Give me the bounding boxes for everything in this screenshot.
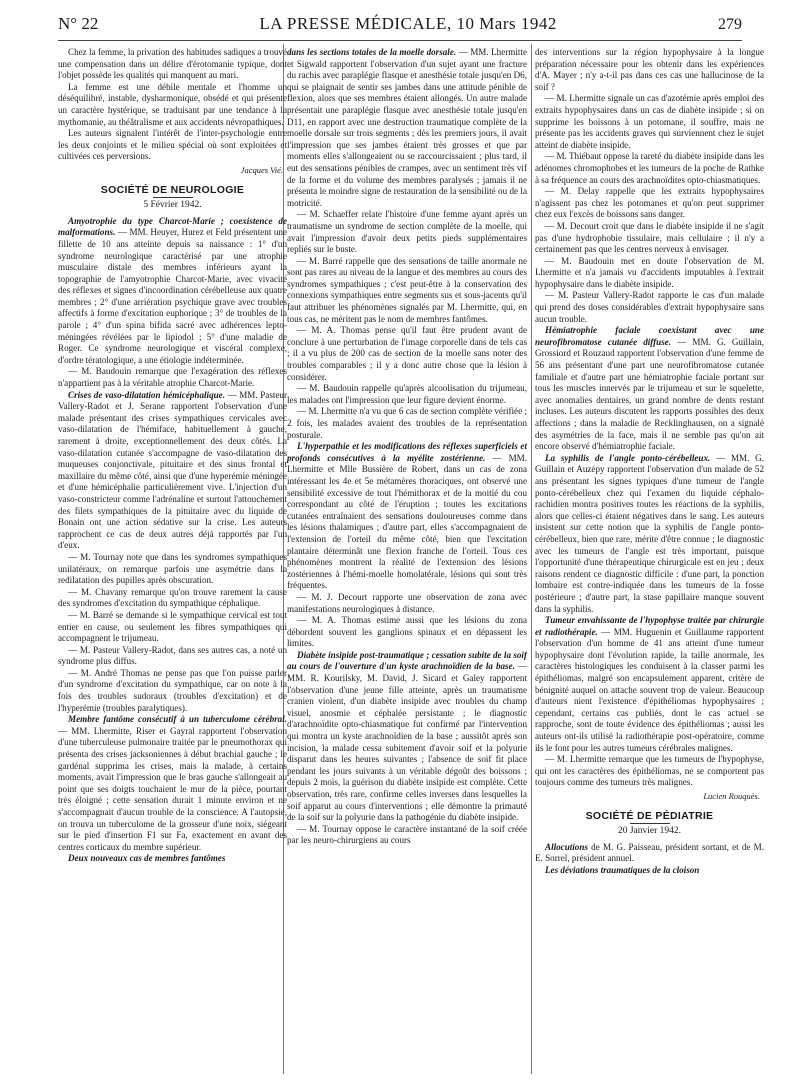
article-entry <box>58 390 287 552</box>
article-title: Les déviations traumatiques de la cloison <box>545 864 700 875</box>
paragraph: — M. Schaeffer relate l'histoire d'une femme ayant après un traumatisme un syndrome de section complète de la moelle, qui avait l'impression d'avoir deux petits pieds supplémentaires repliés sur le buste. <box>287 209 527 255</box>
session-date: 5 Février 1942. <box>143 200 202 211</box>
paragraph: — M. Delay rappelle que les extraits hypophysaires n'agissent pas chez les potomanes et qu'on peut supprimer chez eux l'excès de boissons sans danger. <box>535 186 764 220</box>
issue-number: N° 22 <box>58 14 99 33</box>
article-entry <box>58 853 287 865</box>
paragraph: — M. Thiébaut oppose la rareté du diabète insipide dans les adénomes chromophobes et les tumeurs de la poche de Rathke à sa fréquence au cours des arachnoïdites opto-chiasmatiques. <box>535 151 764 185</box>
paragraph: Les auteurs signalent l'intérêt de l'inter-psychologie entre les deux conjoints et le milieu spécial où sont exploitées et cultivées ces perversions. <box>58 128 287 162</box>
paragraph: — M. A. Thomas estime aussi que les lésions du zona débordent souvent les ganglions spinaux et en dépassent les limites. <box>287 615 527 649</box>
author-signature: Jacques Vié. <box>240 164 283 175</box>
article-entry <box>287 650 527 824</box>
article-title: Deux nouveaux cas de membres fantômes <box>68 853 226 864</box>
page-number: 279 <box>717 16 742 33</box>
column-3 <box>535 47 764 1076</box>
article-title: dans les sections totales de la moelle dorsale. <box>287 47 457 57</box>
article-title: La syphilis de l'angle ponto-cérébelleux. <box>545 452 711 463</box>
paragraph: — M. A. Thomas pense qu'il faut être prudent avant de conclure à une perturbation de l'image corporelle dans de tels cas ; il a vu plus de 200 cas de section de la moelle sans noter des troubles comparables ; il y a donc autre chose que la lésion à considérer. <box>287 325 527 382</box>
column-divider <box>531 44 532 1074</box>
article-entry <box>535 615 764 754</box>
article-title: Allocutions <box>545 841 588 852</box>
article-title: Membre fantôme consécutif à un tuberculome cérébral. <box>68 714 287 725</box>
paragraph: — M. Decourt croit que dans le diabète insipide il ne s'agit pas d'une hydrophobie tissulaire, mais cellulaire ; il n'y a certainement pas que les centres nerveux à envisager. <box>535 220 764 255</box>
article-body: — MM. Lhermitte, Riser et Gayral rapportent l'observation d'une tuberculeuse pulmonaire traitée par le pneumothorax qui présenta des crises jacksoniennes à début brachial gauche ; le gardénal supprima les crises, mais la malade, à certains moments, avait l'impression que le bras gauche s'allongeait au point que ses doigts touchaient le mur de la pièce, pourtant très éloigné ; cette sensation durait 1 minute environ et ne s'accompagnait d'aucun trouble de la conscience. A l'autopsie, on trouva un tuberculome de la grosseur d'une noix, siégeant sur le pied d'insertion F1 sur Fa, exactement en avant des centres corticaux du membre supérieur. <box>58 725 287 852</box>
section-heading: SOCIÉTÉ DE PÉDIATRIE <box>585 809 714 822</box>
paragraph: — M. Pasteur Vallery-Radot, dans ses autres cas, a noté un syndrome plus diffus. <box>58 644 287 667</box>
article-title: Amyotrophie du type Charcot-Marie ; coexistence de malformations. <box>58 215 287 238</box>
article-title: L'hyperpathie et les modifications des réflexes superficiels et profonds consécutives à la myélite zostérienne. <box>287 441 527 463</box>
article-entry <box>535 325 764 453</box>
article-body: — MM. Pasteur Vallery-Radot et J. Serane rapportent l'observation d'une malade présentant des crises sympathiques cervicales avec vaso-dilatation de l'hémiface, habituellement à gauche, rarement à droite, exceptionnellement des deux côtés. La vaso-dilatation cutanée s'accompagne de vaso-dilatation des muqueuses conjonctivale, pituitaire et des sinus frontal et maxillaire du même côté, ainsi que d'une hyperémie méningée et d'une hémicéphalie particulièrement vive. L'injection d'un vaso-constricteur comme l'adrénaline et surtout l'attouchement des filets sympathiques de la pituitaire avec du liquide de Bonain ont une action sédative sur la crise. Les auteurs rapprochent ce cas de deux autres déjà rapportés par l'un d'eux. <box>58 389 287 551</box>
journal-title: LA PRESSE MÉDICALE, 10 Mars 1942 <box>259 14 557 33</box>
paragraph: — M. Lhermitte remarque que les tumeurs de l'hypophyse, qui ont les caractères des épithéliomas, ne se comportent pas toujours comme des tumeurs très malignes. <box>535 754 764 788</box>
paragraph: des interventions sur la région hypophysaire à la longue préparation nécessaire pour les obtenir dans les expériences d'A. Mayer ; n'y a-t-il pas dans ces cas une hallucinose de la soif ? <box>535 47 764 92</box>
paragraph: — M. Baudouin met en doute l'observation de M. Lhermitte et n'a jamais vu d'accidents imputables à l'extrait hypophysaire dans le diabète insipide. <box>535 255 764 289</box>
article-entry <box>535 842 764 865</box>
article-body: — MM. G. Guillain, Grossiord et Rouzaud rapportent l'observation d'une femme de 56 ans présentant d'une part une neurofibromatose cutanée familiale et d'autre part une hémiatrophie faciale portant sur tous les muscles innervés par le trijumeau et sur le squelette, avec anomalies dentaires, un grand nombre de dents restant incluses. Les auteurs discutent les rapports possibles des deux affections ; dans la maladie de Recklinghausen, on a signalé des asymétries de la face, mais il ne semble pas qu'on ait encore observé d'hémiatrophie faciale. <box>535 336 764 452</box>
article-body: — MM. Lhermitte et Sigwald rapportent l'observation d'un sujet ayant une fracture du rachis avec paraplégie flasque et anesthésie totale jusqu'en D6, qui se plaignait de sentir ses jambes dans une attitude pénible de flexion, alors que ses membres étaient allongés. Un autre malade présentait une paraplégie flasque avec anesthésie totale jusqu'en D11, en rapport avec une destruction traumatique complète de la moelle dorsale sur trois segments ; dès les premiers jours, il avait l'impression que ses jambes étaient très grosses et que par moments elles s'allongeaient ou se raccourcissaient ; plus tard, il eut des sensations pénibles de crampes, avec un sentiment très vif de la forme et du volume des membres paralysés ; jamais il ne présenta le moindre signe de restauration de la sensibilité ou de la motricité. <box>287 47 527 208</box>
article-entry <box>287 47 527 209</box>
column-2 <box>287 47 527 1076</box>
paragraph: — M. Tournay note que dans les syndromes sympathiques unilatéraux, on remarque parfois une asymétrie dans la redilatation des pupilles après obscuration. <box>58 551 287 586</box>
paragraph: — M. Chavany remarque qu'on trouve rarement la cause des syndromes d'excitation du sympathique céphalique. <box>58 586 287 609</box>
article-body: — MM. Lhermitte et Mlle Bussière de Robert, dans un cas de zona intéressant les 4e et 5e métamères thoraciques, ont observé une sensibilité excessive de tout l'hémithorax et de la moitié du cou correspondant au côté de l'éruption ; toutes les excitations cutanées entraînaient des sensations douloureuses comme dans les lésions thalamiques ; d'autre part, elles s'accompagnaient de l'extension de l'orteil du même côté, bien que l'excitation plantaire déterminât une flexion franche de l'orteil. Tous ces phénomènes montrent la réalité de l'extension des lésions zostériennes à l'hémi-moelle homolatérale, lésions qui sont très fréquentes. <box>287 452 527 591</box>
article-title: Tumeur envahissante de l'hypophyse traitée par chirurgie et radiothérapie. <box>535 615 764 637</box>
article-body: — MM. Huguenin et Guillaume rapportent l'observation d'un homme de 41 ans atteint d'une tumeur hypophysaire dont l'évolution rapide, la taille anormale, les caractères histologiques les conduisent à la classer parmi les épithéliomas, malgré son encapsulement apparent, critère de bénignité auquel on attache souvent trop de valeur. Beaucoup d'auteurs nient l'existence d'épithéliomas hypophysaires ; cependant, certains cas publiés, dont le cas actuel se rapproche, sont de toute évidence des épithéliomas ; aussi les auteurs ont-ils utilisé la radiothérapie post-opératoire, comme ils le font pour les autres tumeurs cérébrales malignes. <box>535 626 764 753</box>
paragraph: La femme est une débile mentale et l'homme un déséquilibré, instable, dysharmonique, obsédé et qui présente un caractère hystérique, se traduisant par une tendance à la mythomanie, au théâtralisme et aux accidents névropathiques. <box>58 81 287 127</box>
header-rule <box>58 40 742 41</box>
paragraph: — M. Pasteur Vallery-Radot rapporte le cas d'un malade qui prend des doses considérables d'extrait hypophysaire sans aucun trouble. <box>535 290 764 324</box>
paragraph: — M. Baudouin rappelle qu'après alcoolisation du trijumeau, les malades ont l'impression que leur figure devient énorme. <box>287 383 527 405</box>
paragraph: — M. André Thomas ne pense pas que l'on puisse parler d'un syndrome d'excitation du sympathique, car on note à la fois des troubles sudoraux (troubles d'excitation) et de l'hyperémie (troubles paralytiques). <box>58 667 287 713</box>
paragraph: — M. Lhermitte signale un cas d'azotémie après emploi des extraits hypophysaires dans un cas de diabète insipide ; si on supprime les boissons à un potomane, il souffre, mais ne présente pas les accidents graves qui surviennent chez le sujet atteint de diabète insipide. <box>535 93 764 150</box>
article-title: Diabète insipide post-traumatique ; cessation subite de la soif au cours de l'ouverture d'un kyste arachnoïdien de la base. <box>287 649 527 672</box>
article-body: — MM. R. Kourilsky, M. David, J. Sicard et Galey rapportent l'observation d'une jeune fille atteinte, après un traumatisme cranien violent, d'un diabète insipide avec troubles du champ visuel, anosmie et céphalée persistante ; le diagnostic d'arachnoïdite opto-chiasmatique fut confirmé par l'intervention qui montra un kyste arachnoïdien de la base ; aussitôt après son incision, la malade cessa subitement d'avoir soif et la polyurie disparut dans les heures suivantes ; l'absence de soif fit place pendant les jours suivants à un véritable dégoût des boissons ; depuis 2 mois, la guérison du diabète insipide est complète. Cette observation, très rare, confirme celles inverses dans lesquelles la soif apparut au cours d'interventions ; elle démontre la primauté de la soif sur la polyurie dans la pathogénie du diabète insipide. <box>287 661 527 823</box>
paragraph: — M. J. Decourt rapporte une observation de zona avec manifestations neurologiques à distance. <box>287 591 527 614</box>
section-rule <box>630 823 670 824</box>
session-date: 20 Janvier 1942. <box>617 826 682 837</box>
page-header <box>58 14 742 40</box>
paragraph: Chez la femme, la privation des habitudes sadiques a trouvé une compensation dans un délire d'érotomanie typique, dont l'objet possède les qualités qui manquent au mari. <box>58 47 287 81</box>
section-heading: SOCIÉTÉ DE NEUROLOGIE <box>100 183 245 196</box>
paragraph: — M. Tournay oppose le caractère instantané de la soif créée par les neuro-chirurgiens au cours <box>287 823 527 846</box>
section-rule <box>153 197 193 198</box>
article-body: de M. G. Paisseau, président sortant, et de M. E. Sorrel, président annuel. <box>535 841 764 864</box>
column-1 <box>58 47 287 1076</box>
article-entry <box>58 216 287 367</box>
paragraph: — M. Lhermitte n'a vu que 6 cas de section complète vérifiée ; 2 fois, les malades avaient des troubles de la représentation posturale. <box>287 406 527 440</box>
paragraph: — M. Barré rappelle que des sensations de taille anormale ne sont pas rares au niveau de la langue et des membres au cours des syndromes sympathiques ; c'est peut-être à la conservation des connexions sympathiques entre segments sus et sous-jacents qu'il faut attribuer les phénomènes signalés par M. Lhermitte, qui, en tous cas, ne méritent pas le nom de membres fantômes. <box>287 255 527 324</box>
article-entry <box>58 714 287 853</box>
article-title: Crises de vaso-dilatation hémicéphalique. <box>68 389 225 400</box>
article-title: Hémiatrophie faciale coexistant avec une neurofibromatose cutanée diffuse. <box>535 325 764 347</box>
article-body: — MM. G. Guillain et Auzépy rapportent l'observation d'un malade de 52 ans présentant les signes typiques d'une tumeur de l'angle ponto-cérébelleux chez qui l'examen du liquide céphalo-rachidien montra positives toutes les réactions de la syphilis, alors que celles-ci étaient négatives dans le sang. Les auteurs insistent sur cette notion que la syphilis de l'angle ponto-cérébelleux, bien que rare, mérite d'être connue ; le diagnostic avec les tumeurs de l'angle est très important, puisque l'opportunité d'une thérapeutique chirurgicale est en jeu ; deux raisons rendent ce diagnostic difficile : d'une part, la ponction lombaire est contre-indiquée dans les tumeurs de la fosse postérieure ; d'autre part, la stase papillaire manque souvent dans la syphilis. <box>535 452 764 614</box>
article-entry <box>535 865 764 877</box>
paragraph: — M. Barré se demande si le sympathique cervical est tout entier en cause, ou seulement les fibres sympathiques qui accompagnent le trijumeau. <box>58 609 287 644</box>
article-body: — MM. Heuyer, Hurez et Feld présentent une fillette de 10 ans atteinte depuis sa naissance : 1° d'un syndrome neurologique caractérisé par une atrophie musculaire distale des membres inférieurs ayant la topographie de l'amyotrophie Charcot-Marie, avec vivacité des réflexes et signes d'incoordination cérébelleuse aux quatre membres ; 2° d'une arriération psychique grave avec troubles affectifs à forme d'excitation euphorique ; 3° de troubles de la parole ; 4° d'un spina bifida sacré avec adhérences lepto-méningées révélées par le lipiodol ; 5° d'une maladie de Roger. Ce syndrome neurologique et viscéral complexe, d'ordre tératologique, a une étiologie indéterminée. <box>58 227 287 365</box>
author-signature: Lucien Rouquès. <box>703 791 760 801</box>
article-entry <box>287 441 527 592</box>
paragraph: — M. Baudouin remarque que l'exagération des réflexes n'appartient pas à la véritable atrophie Charcot-Marie. <box>58 366 287 389</box>
article-entry <box>535 453 764 615</box>
